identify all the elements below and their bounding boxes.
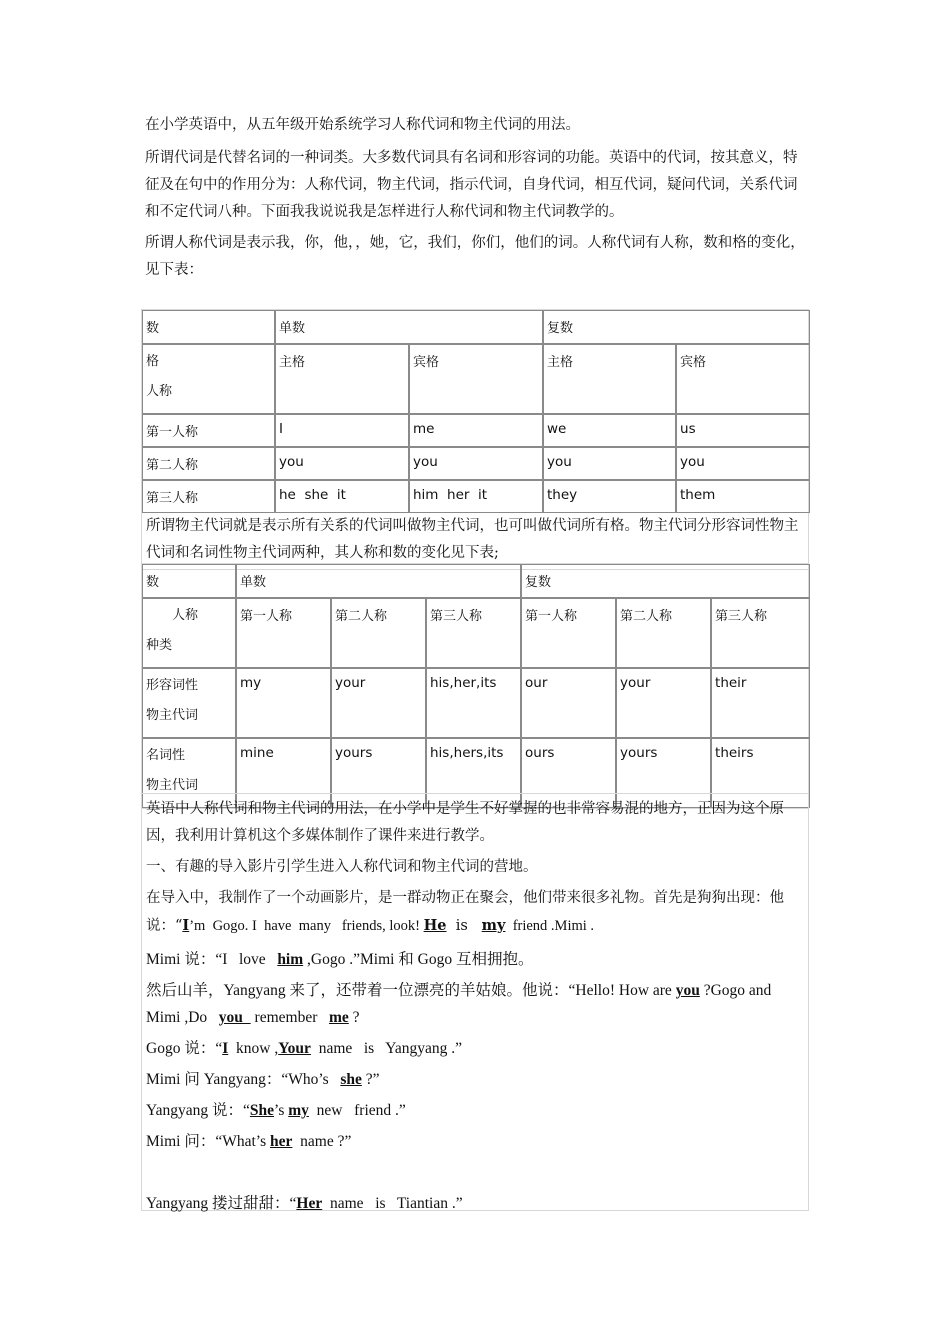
underlined-word: Her [296, 1195, 323, 1212]
possessive-pronoun-table-frame [141, 563, 809, 809]
header-col: 第二人称 [616, 598, 711, 668]
underlined-word: I [182, 917, 190, 934]
table-cell: mine [236, 738, 331, 808]
table-cell: him her it [409, 480, 543, 513]
text-run: name is Tiantian .” [322, 1195, 463, 1212]
underlined-word: me [328, 1009, 349, 1026]
header-person: 人称 [146, 384, 173, 399]
text-run: Gogo 说：“ [146, 1040, 223, 1057]
table-cell: you [543, 447, 676, 480]
row-label: 第三人称 [142, 480, 275, 513]
body-paragraph-5: 英语中人称代词和物主代词的用法，在小学中是学生不好掌握的也非常容易混的地方，正因为这个原因，我利用计算机这个多媒体制作了课件来进行教学。 [146, 801, 784, 844]
header-accusative-plural: 宾格 [676, 344, 810, 414]
row-label [142, 668, 236, 738]
text-run: ?” [361, 1071, 380, 1088]
dialogue-line [142, 1190, 808, 1217]
header-nominative-plural: 主格 [543, 344, 676, 414]
table-row [142, 668, 810, 738]
underlined-word: you [218, 1009, 251, 1026]
header-number: 数 [142, 310, 275, 344]
dialogue-line [142, 1128, 808, 1155]
underlined-word: him [277, 951, 304, 968]
header-plural: 复数 [521, 564, 810, 598]
lesson-body-frame [141, 793, 809, 1211]
table-cell: yours [331, 738, 426, 808]
row-label: 第二人称 [142, 447, 275, 480]
row-label-line: 物主代词 [146, 708, 199, 723]
text-run: 在导入中，我制作了一个动画影片，是一群动物正在聚会，他们带来很多礼物。首先是狗狗出现：他说：“ [146, 890, 784, 934]
dialogue-line [142, 1097, 808, 1124]
table-cell: your [616, 668, 711, 738]
header-col: 第二人称 [331, 598, 426, 668]
dialogue-line [142, 977, 808, 1031]
table-cell: you [676, 447, 810, 480]
table-cell: his,her,its [426, 668, 521, 738]
text-run: name ?” [292, 1133, 352, 1150]
dialogue-intro [142, 885, 808, 944]
table-cell: I [275, 414, 409, 447]
table-cell: me [409, 414, 543, 447]
underlined-word: she [340, 1071, 362, 1088]
text-run: Yangyang 搂过甜甜：“ [146, 1195, 297, 1212]
header-col: 第三人称 [711, 598, 810, 668]
row-label: 第一人称 [142, 414, 275, 447]
text-run: Mimi 问：“What’s [146, 1133, 270, 1150]
personal-pronoun-table [142, 310, 810, 513]
table-cell: you [275, 447, 409, 480]
text-run: ’m Gogo. I have many friends, look! [189, 918, 424, 934]
table-cell: them [676, 480, 810, 513]
possessive-intro-paragraph: 所谓物主代词就是表示所有关系的代词叫做物主代词，也可叫做代词所有格。物主代词分形容词性物主代词和名词性物主代词两种，其人称和数的变化见下表; [146, 518, 799, 561]
table-cell: your [331, 668, 426, 738]
header-person: 人称 [172, 608, 199, 623]
header-singular: 单数 [275, 310, 543, 344]
dialogue-line [142, 1066, 808, 1093]
header-plural: 复数 [543, 310, 810, 344]
possessive-pronoun-table [142, 564, 810, 808]
underlined-word: my [481, 917, 506, 934]
header-person-kind [142, 598, 236, 668]
text-run: 然后山羊，Yangyang 来了，还带着一位漂亮的羊姑娘。他说：“Hello! How are [146, 982, 676, 999]
underlined-word: Your [278, 1040, 311, 1057]
header-kind: 种类 [146, 638, 173, 653]
header-case-person [142, 344, 275, 414]
personal-pronoun-table-frame [141, 309, 809, 570]
underlined-word: She [249, 1102, 275, 1119]
header-col: 第三人称 [426, 598, 521, 668]
text-run: know , [228, 1040, 279, 1057]
header-number: 数 [142, 564, 236, 598]
underlined-word: my [288, 1102, 309, 1119]
row-label-line: 名词性 [146, 748, 186, 763]
underlined-word: He [423, 917, 447, 934]
underlined-word: I [222, 1040, 229, 1057]
table-cell: his,hers,its [426, 738, 521, 808]
table-cell: their [711, 668, 810, 738]
text-run: Mimi 问 Yangyang：“Who’s [146, 1071, 341, 1088]
intro-paragraph-3: 所谓人称代词是表示我，你，他，，她，它，我们，你们，他们的词。人称代词有人称，数和格的变化，见下表： [145, 235, 805, 278]
header-col: 第一人称 [236, 598, 331, 668]
table-cell: yours [616, 738, 711, 808]
intro-paragraph-2: 所谓代词是代替名词的一种词类。大多数代词具有名词和形容词的功能。英语中的代词，按其意义，特征及在句中的作用分为：人称代词，物主代词，指示代词，自身代词，相互代词，疑问代词，关系代词和不定代词八种。下面我我说说我是怎样进行人称代词和物主代词教学的。 [145, 150, 798, 220]
text-run: Mimi 说：“I love [146, 951, 278, 968]
table-cell: my [236, 668, 331, 738]
section-heading-1: 一、有趣的导入影片引学生进入人称代词和物主代词的营地。 [146, 859, 538, 875]
header-nominative-singular: 主格 [275, 344, 409, 414]
text-run: name is Yangyang .” [310, 1040, 463, 1057]
table-cell: he she it [275, 480, 409, 513]
table-row [142, 447, 810, 480]
table-cell: ours [521, 738, 616, 808]
text-run: remember [250, 1009, 329, 1026]
underlined-word: her [270, 1133, 293, 1150]
text-run: ?Gogo and Mimi ,Do [146, 982, 776, 1026]
table-row [142, 480, 810, 513]
text-run: Yangyang 说：“ [146, 1102, 250, 1119]
table-cell: us [676, 414, 810, 447]
row-label-line: 物主代词 [146, 778, 199, 793]
text-run: ,Gogo .”Mimi 和 Gogo 互相拥抱。 [303, 951, 534, 968]
underlined-word: you [675, 982, 700, 999]
dialogue-line [142, 1035, 808, 1062]
dialogue-line [142, 946, 808, 973]
header-col: 第一人称 [521, 598, 616, 668]
table-cell: our [521, 668, 616, 738]
table-cell: you [409, 447, 543, 480]
text-run: ’s [274, 1102, 289, 1119]
row-label-line: 形容词性 [146, 678, 199, 693]
text-run: friend .Mimi . [505, 918, 595, 934]
header-accusative-singular: 宾格 [409, 344, 543, 414]
text-run: new friend .” [308, 1102, 406, 1119]
header-case: 格 [146, 354, 160, 369]
header-singular: 单数 [236, 564, 521, 598]
table-cell: we [543, 414, 676, 447]
intro-block [141, 112, 809, 288]
table-cell: they [543, 480, 676, 513]
text-run: is [446, 918, 482, 934]
text-run: ? [348, 1009, 360, 1026]
table-row [142, 414, 810, 447]
intro-paragraph-1: 在小学英语中，从五年级开始系统学习人称代词和物主代词的用法。 [145, 117, 580, 133]
table-cell: theirs [711, 738, 810, 808]
